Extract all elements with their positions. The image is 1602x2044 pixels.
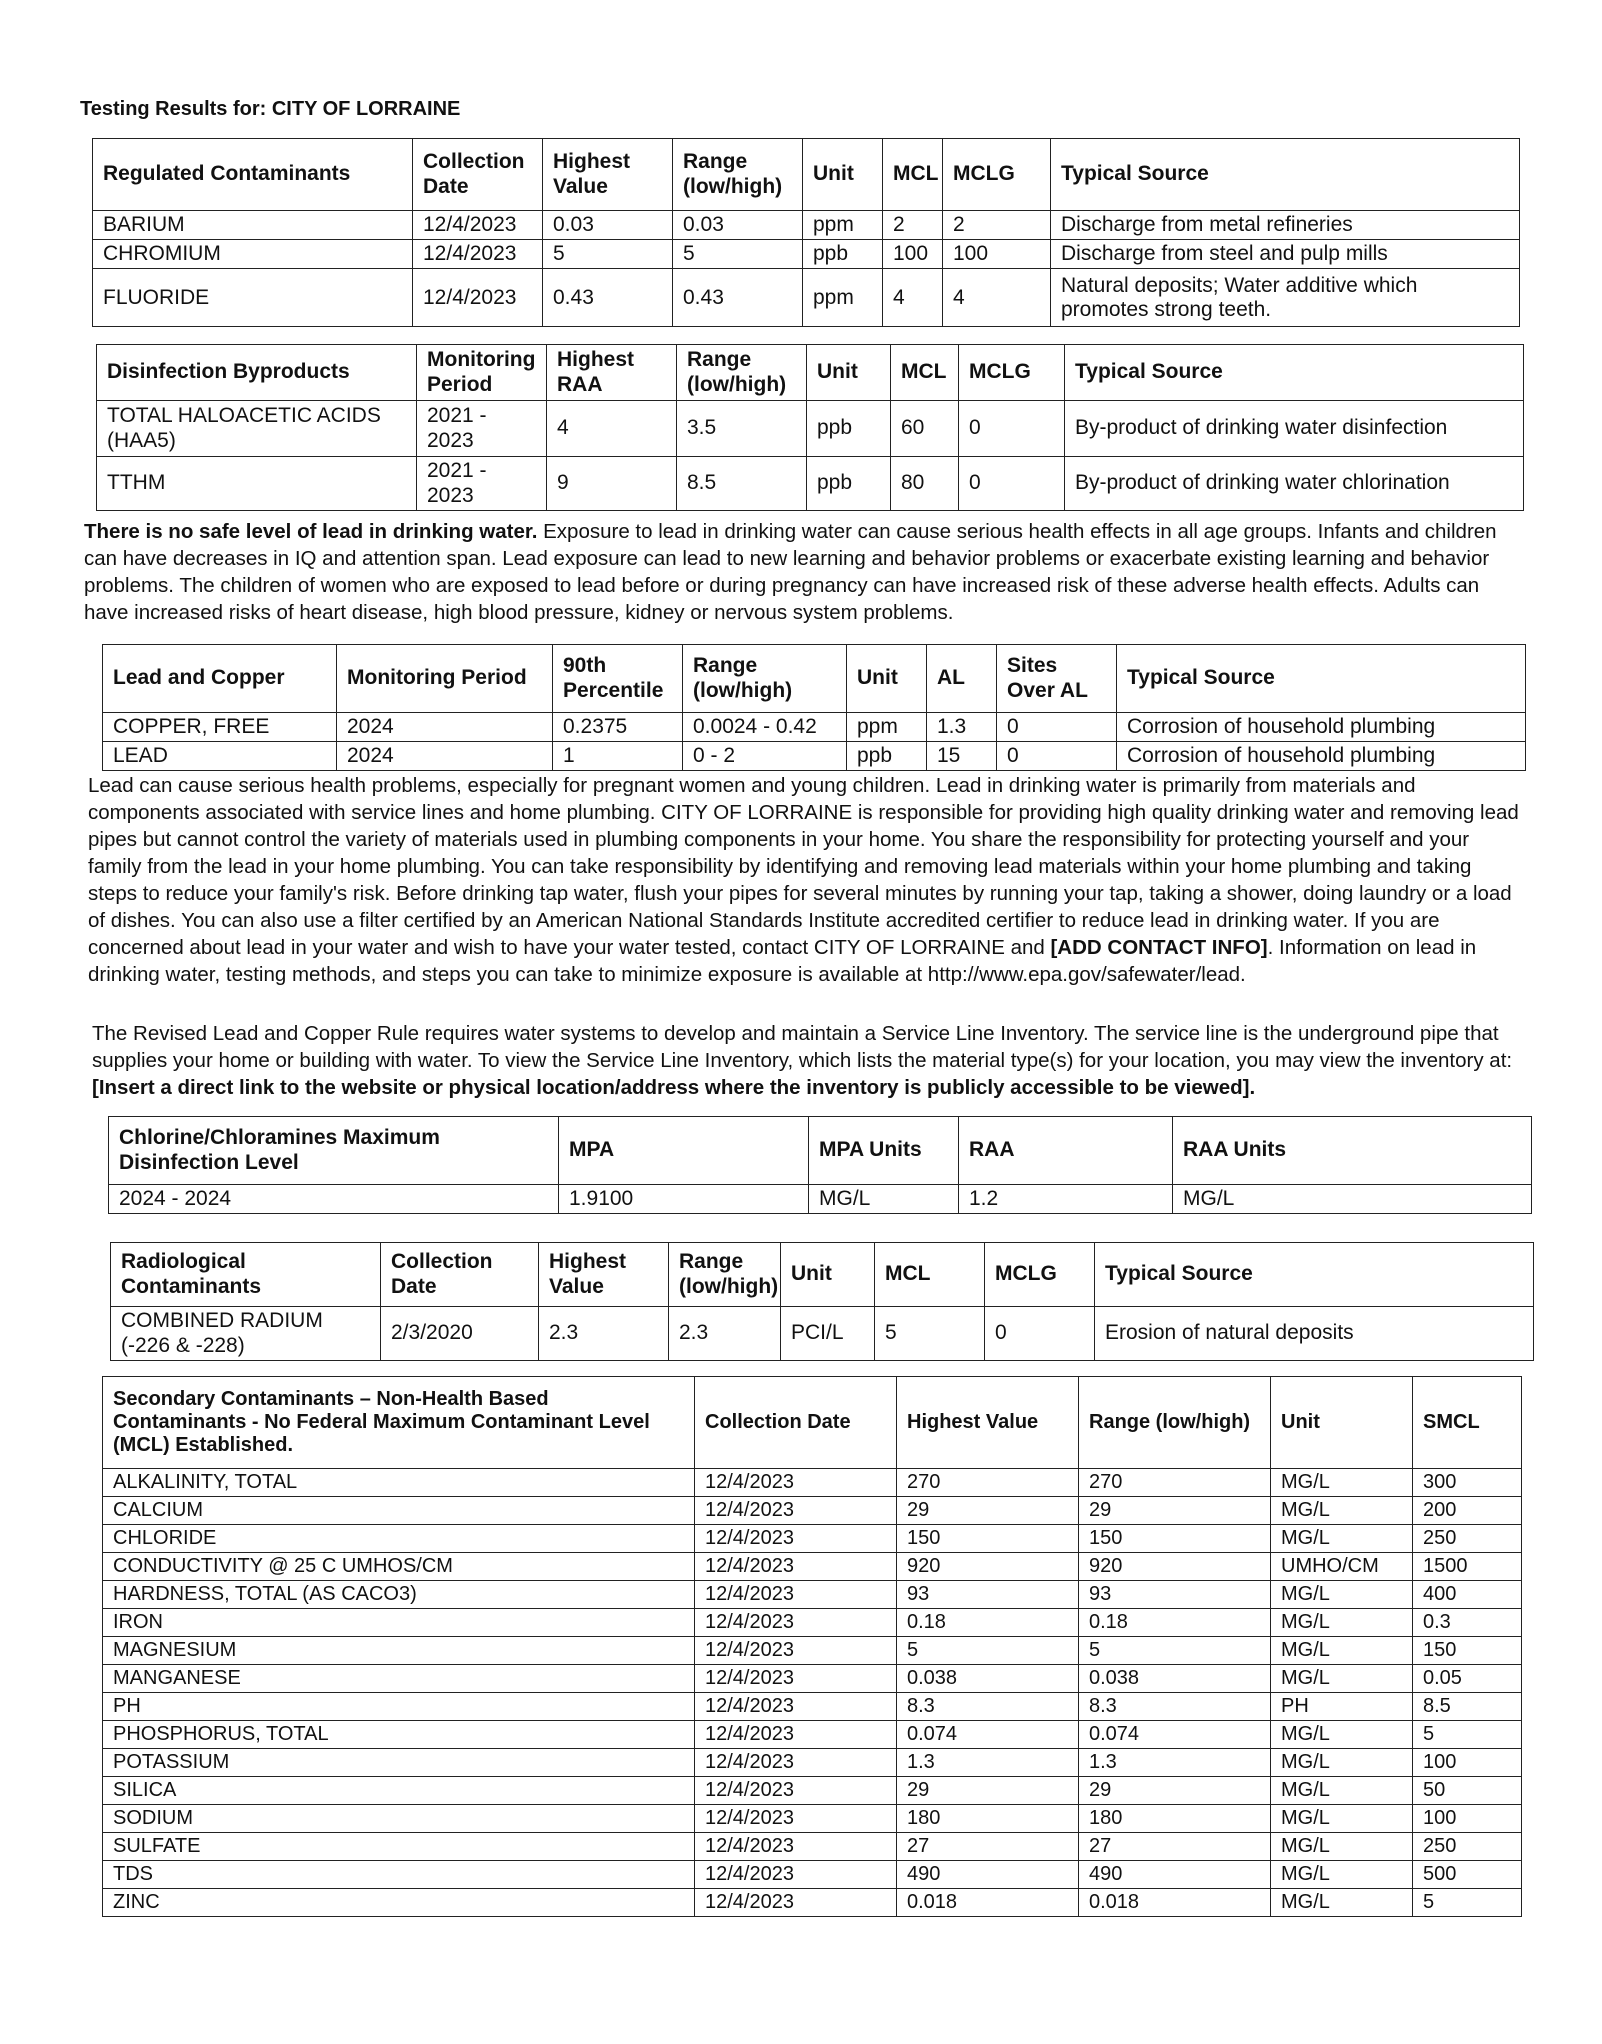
radiological-table (110, 1242, 1534, 1361)
cell-collection-date: 12/4/2023 (695, 1665, 897, 1693)
header-range: Range (low/high) (1079, 1377, 1271, 1469)
table-row (111, 1307, 1534, 1361)
cell-monitoring-period: 2024 (337, 713, 553, 742)
cell-smcl: 0.05 (1413, 1665, 1522, 1693)
header-mpa: MPA (559, 1117, 809, 1185)
cell-collection-date: 12/4/2023 (695, 1553, 897, 1581)
cell-range: 0.18 (1079, 1609, 1271, 1637)
cell-highest-value: 8.3 (897, 1693, 1079, 1721)
cell-contaminant: CHLORIDE (103, 1525, 695, 1553)
cell-unit: MG/L (1271, 1469, 1413, 1497)
cell-unit: MG/L (1271, 1805, 1413, 1833)
cell-sites-over-al: 0 (997, 713, 1117, 742)
cell-collection-date: 12/4/2023 (695, 1581, 897, 1609)
header-range: Range (low/high) (669, 1243, 781, 1307)
cell-smcl: 100 (1413, 1805, 1522, 1833)
cell-collection-date: 12/4/2023 (695, 1833, 897, 1861)
header-mcl: MCL (891, 345, 959, 401)
cell-highest-value: 0.038 (897, 1665, 1079, 1693)
table-row (103, 1525, 1522, 1553)
cell-range: 920 (1079, 1553, 1271, 1581)
service-line-paragraph (92, 1020, 1522, 1101)
header-unit: Unit (807, 345, 891, 401)
table-row (103, 742, 1526, 771)
table-row (103, 1749, 1522, 1777)
cell-mclg: 4 (943, 269, 1051, 327)
table-row (103, 1497, 1522, 1525)
cell-typical-source: Discharge from metal refineries (1051, 211, 1520, 240)
cell-collection-date: 12/4/2023 (695, 1637, 897, 1665)
cell-collection-date: 12/4/2023 (695, 1749, 897, 1777)
table-row (103, 1833, 1522, 1861)
cell-unit: PCI/L (781, 1307, 875, 1361)
cell-unit: MG/L (1271, 1665, 1413, 1693)
cell-typical-source: By-product of drinking water chlorination (1065, 457, 1524, 511)
cell-contaminant: COPPER, FREE (103, 713, 337, 742)
cell-mclg: 100 (943, 240, 1051, 269)
cell-monitoring-period: 2024 (337, 742, 553, 771)
cell-range: 0.0024 - 0.42 (683, 713, 847, 742)
cell-highest-value: 29 (897, 1777, 1079, 1805)
cell-unit: MG/L (1271, 1581, 1413, 1609)
cell-highest-value: 1.3 (897, 1749, 1079, 1777)
cell-collection-date: 12/4/2023 (695, 1525, 897, 1553)
cell-percentile-90th: 0.2375 (553, 713, 683, 742)
cell-unit: ppb (807, 401, 891, 457)
cell-highest-value: 0.03 (543, 211, 673, 240)
cell-collection-date: 12/4/2023 (695, 1497, 897, 1525)
table-row (103, 1777, 1522, 1805)
cell-range: 0 - 2 (683, 742, 847, 771)
header-highest-value: Highest Value (539, 1243, 669, 1307)
cell-range: 0.074 (1079, 1721, 1271, 1749)
cell-contaminant: LEAD (103, 742, 337, 771)
header-mclg: MCLG (959, 345, 1065, 401)
cell-range: 1.3 (1079, 1749, 1271, 1777)
table-row (109, 1185, 1532, 1214)
cell-contaminant: ALKALINITY, TOTAL (103, 1469, 695, 1497)
cell-collection-date: 12/4/2023 (695, 1609, 897, 1637)
cell-collection-date: 12/4/2023 (695, 1721, 897, 1749)
lead-warning-text: Exposure to lead in drinking water can cause serious health effects in all age groups. Infants and children can have decreases in IQ and attention span. Lead exposure can lead to new learning and behavior problems or exacerbate existing learning and behavior problems. The children of women who are exposed to lead before or during pregnancy can have increased risk of these adverse health effects. Adults can have increased risks of heart disease, high blood pressure, kidney or nervous system problems. (84, 520, 1497, 624)
cell-range: 270 (1079, 1469, 1271, 1497)
header-unit: Unit (803, 139, 883, 211)
cell-mpa-units: MG/L (809, 1185, 959, 1214)
header-range: Range (low/high) (677, 345, 807, 401)
table-row (103, 1581, 1522, 1609)
cell-collection-date: 12/4/2023 (695, 1777, 897, 1805)
chlorine-table (108, 1116, 1532, 1214)
cell-unit: ppm (803, 269, 883, 327)
cell-sites-over-al: 0 (997, 742, 1117, 771)
cell-range: 0.43 (673, 269, 803, 327)
cell-range: 27 (1079, 1833, 1271, 1861)
cell-contaminant: CALCIUM (103, 1497, 695, 1525)
header-highest-value: Highest Value (897, 1377, 1079, 1469)
cell-range: 2.3 (669, 1307, 781, 1361)
secondary-contaminants-table (102, 1376, 1522, 1917)
cell-smcl: 250 (1413, 1525, 1522, 1553)
cell-contaminant: SODIUM (103, 1805, 695, 1833)
table-row (103, 1609, 1522, 1637)
cell-collection-date: 12/4/2023 (695, 1861, 897, 1889)
header-90th-percentile: 90th Percentile (553, 645, 683, 713)
cell-highest-value: 0.18 (897, 1609, 1079, 1637)
cell-raa: 1.2 (959, 1185, 1173, 1214)
service-line-text: The Revised Lead and Copper Rule requires water systems to develop and maintain a Service Line Inventory. The service line is the underground pipe that supplies your home or building with water. To view the Service Line Inventory, which lists the material type(s) for your location, you may view the inventory at: (92, 1022, 1513, 1072)
cell-highest-value: 0.018 (897, 1889, 1079, 1917)
cell-smcl: 250 (1413, 1833, 1522, 1861)
cell-unit: MG/L (1271, 1525, 1413, 1553)
cell-smcl: 5 (1413, 1889, 1522, 1917)
cell-al: 15 (927, 742, 997, 771)
cell-contaminant: ZINC (103, 1889, 695, 1917)
header-contaminant: Regulated Contaminants (93, 139, 413, 211)
header-disinfection-level: Chlorine/Chloramines Maximum Disinfection Level (109, 1117, 559, 1185)
cell-smcl: 0.3 (1413, 1609, 1522, 1637)
header-mpa-units: MPA Units (809, 1117, 959, 1185)
cell-collection-date: 12/4/2023 (695, 1693, 897, 1721)
cell-collection-date: 12/4/2023 (413, 269, 543, 327)
cell-unit: MG/L (1271, 1497, 1413, 1525)
header-raa-units: RAA Units (1173, 1117, 1532, 1185)
header-collection-date: Collection Date (413, 139, 543, 211)
cell-range: 93 (1079, 1581, 1271, 1609)
cell-unit: ppm (803, 211, 883, 240)
table-row (103, 1721, 1522, 1749)
header-range: Range (low/high) (683, 645, 847, 713)
table-row (103, 1889, 1522, 1917)
header-mcl: MCL (883, 139, 943, 211)
cell-raa-units: MG/L (1173, 1185, 1532, 1214)
cell-highest-value: 0.074 (897, 1721, 1079, 1749)
cell-highest-value: 5 (897, 1637, 1079, 1665)
header-unit: Unit (847, 645, 927, 713)
header-typical-source: Typical Source (1117, 645, 1526, 713)
cell-highest-value: 150 (897, 1525, 1079, 1553)
cell-smcl: 50 (1413, 1777, 1522, 1805)
cell-period: 2024 - 2024 (109, 1185, 559, 1214)
cell-mclg: 0 (959, 401, 1065, 457)
cell-mcl: 100 (883, 240, 943, 269)
cell-contaminant: COMBINED RADIUM (-226 & -228) (111, 1307, 381, 1361)
header-mclg: MCLG (985, 1243, 1095, 1307)
cell-collection-date: 12/4/2023 (413, 211, 543, 240)
cell-highest-raa: 9 (547, 457, 677, 511)
cell-highest-value: 180 (897, 1805, 1079, 1833)
disinfection-byproducts-table (96, 344, 1524, 511)
cell-unit: MG/L (1271, 1637, 1413, 1665)
cell-highest-value: 0.43 (543, 269, 673, 327)
cell-smcl: 200 (1413, 1497, 1522, 1525)
header-unit: Unit (781, 1243, 875, 1307)
cell-collection-date: 12/4/2023 (695, 1469, 897, 1497)
cell-unit: MG/L (1271, 1609, 1413, 1637)
cell-highest-raa: 4 (547, 401, 677, 457)
cell-typical-source: Corrosion of household plumbing (1117, 713, 1526, 742)
cell-unit: MG/L (1271, 1749, 1413, 1777)
table-row (93, 240, 1520, 269)
cell-contaminant: CONDUCTIVITY @ 25 C UMHOS/CM (103, 1553, 695, 1581)
cell-contaminant: SULFATE (103, 1833, 695, 1861)
lead-info-paragraph (88, 772, 1520, 988)
cell-range: 150 (1079, 1525, 1271, 1553)
cell-range: 8.5 (677, 457, 807, 511)
cell-highest-value: 490 (897, 1861, 1079, 1889)
cell-unit: PH (1271, 1693, 1413, 1721)
cell-range: 8.3 (1079, 1693, 1271, 1721)
header-range: Range (low/high) (673, 139, 803, 211)
header-typical-source: Typical Source (1051, 139, 1520, 211)
lead-info-text: Lead can cause serious health problems, especially for pregnant women and young children. Lead in drinking water is primarily from materials and components associated with service lines and home plumbing. CITY OF LORRAINE is responsible for providing high quality drinking water and removing lead pipes but cannot control the variety of materials used in plumbing components in your home. You share the responsibility for protecting yourself and your family from the lead in your home plumbing. You can take responsibility by identifying and removing lead materials within your home plumbing and taking steps to reduce your family's risk. Before drinking tap water, flush your pipes for several minutes by running your tap, taking a shower, doing laundry or a load of dishes. You can also use a filter certified by an American National Standards Institute accredited certifier to reduce lead in drinking water. If you are concerned about lead in your water and wish to have your water tested, contact CITY OF LORRAINE and (88, 774, 1519, 959)
cell-contaminant: TOTAL HALOACETIC ACIDS (HAA5) (97, 401, 417, 457)
cell-range: 0.03 (673, 211, 803, 240)
cell-unit: MG/L (1271, 1721, 1413, 1749)
cell-contaminant: IRON (103, 1609, 695, 1637)
cell-typical-source: Natural deposits; Water additive which promotes strong teeth. (1051, 269, 1520, 327)
header-collection-date: Collection Date (381, 1243, 539, 1307)
cell-smcl: 100 (1413, 1749, 1522, 1777)
cell-contaminant: HARDNESS, TOTAL (AS CACO3) (103, 1581, 695, 1609)
cell-monitoring-period: 2021 - 2023 (417, 401, 547, 457)
cell-highest-value: 2.3 (539, 1307, 669, 1361)
header-lead-copper: Lead and Copper (103, 645, 337, 713)
cell-mpa: 1.9100 (559, 1185, 809, 1214)
cell-mcl: 5 (875, 1307, 985, 1361)
cell-contaminant: MANGANESE (103, 1665, 695, 1693)
table-row (103, 1693, 1522, 1721)
cell-smcl: 150 (1413, 1637, 1522, 1665)
cell-highest-value: 29 (897, 1497, 1079, 1525)
table-row (97, 457, 1524, 511)
cell-mcl: 60 (891, 401, 959, 457)
cell-range: 5 (1079, 1637, 1271, 1665)
cell-range: 5 (673, 240, 803, 269)
header-contaminant: Radiological Contaminants (111, 1243, 381, 1307)
header-mclg: MCLG (943, 139, 1051, 211)
cell-highest-value: 5 (543, 240, 673, 269)
cell-range: 490 (1079, 1861, 1271, 1889)
cell-contaminant: SILICA (103, 1777, 695, 1805)
table-row (103, 1469, 1522, 1497)
table-row (103, 1861, 1522, 1889)
cell-collection-date: 12/4/2023 (695, 1889, 897, 1917)
header-highest-value: Highest Value (543, 139, 673, 211)
contact-info-placeholder: [ADD CONTACT INFO] (1050, 936, 1268, 959)
cell-mclg: 0 (985, 1307, 1095, 1361)
lead-info-text-end: . Information on lead in drinking water, testing methods, and steps you can take to minimize exposure is available at http://www.epa.gov/safewater/lead. (88, 936, 1477, 986)
cell-unit: MG/L (1271, 1833, 1413, 1861)
lead-warning-bold: There is no safe level of lead in drinking water. (84, 520, 538, 543)
cell-smcl: 400 (1413, 1581, 1522, 1609)
header-smcl: SMCL (1413, 1377, 1522, 1469)
cell-mcl: 80 (891, 457, 959, 511)
table-row (103, 713, 1526, 742)
cell-contaminant: POTASSIUM (103, 1749, 695, 1777)
cell-monitoring-period: 2021 - 2023 (417, 457, 547, 511)
cell-highest-value: 27 (897, 1833, 1079, 1861)
cell-range: 29 (1079, 1777, 1271, 1805)
cell-range: 180 (1079, 1805, 1271, 1833)
header-monitoring-period: Monitoring Period (417, 345, 547, 401)
cell-collection-date: 2/3/2020 (381, 1307, 539, 1361)
cell-contaminant: MAGNESIUM (103, 1637, 695, 1665)
header-raa: RAA (959, 1117, 1173, 1185)
cell-contaminant: PH (103, 1693, 695, 1721)
header-sites-over-al: Sites Over AL (997, 645, 1117, 713)
table-row (103, 1637, 1522, 1665)
cell-contaminant: TTHM (97, 457, 417, 511)
regulated-contaminants-table (92, 138, 1520, 327)
cell-highest-value: 93 (897, 1581, 1079, 1609)
header-typical-source: Typical Source (1065, 345, 1524, 401)
page-title: Testing Results for: CITY OF LORRAINE (80, 98, 461, 120)
cell-unit: ppb (847, 742, 927, 771)
cell-mcl: 2 (883, 211, 943, 240)
cell-mclg: 0 (959, 457, 1065, 511)
cell-typical-source: Discharge from steel and pulp mills (1051, 240, 1520, 269)
cell-smcl: 300 (1413, 1469, 1522, 1497)
cell-unit: ppb (803, 240, 883, 269)
table-row (93, 211, 1520, 240)
cell-range: 0.018 (1079, 1889, 1271, 1917)
cell-mcl: 4 (883, 269, 943, 327)
cell-contaminant: TDS (103, 1861, 695, 1889)
cell-mclg: 2 (943, 211, 1051, 240)
cell-range: 0.038 (1079, 1665, 1271, 1693)
cell-contaminant: FLUORIDE (93, 269, 413, 327)
cell-contaminant: BARIUM (93, 211, 413, 240)
cell-highest-value: 920 (897, 1553, 1079, 1581)
cell-percentile-90th: 1 (553, 742, 683, 771)
cell-smcl: 500 (1413, 1861, 1522, 1889)
cell-unit: MG/L (1271, 1889, 1413, 1917)
cell-range: 29 (1079, 1497, 1271, 1525)
cell-unit: MG/L (1271, 1777, 1413, 1805)
cell-collection-date: 12/4/2023 (413, 240, 543, 269)
table-row (103, 1665, 1522, 1693)
header-typical-source: Typical Source (1095, 1243, 1534, 1307)
cell-typical-source: By-product of drinking water disinfection (1065, 401, 1524, 457)
table-row (97, 401, 1524, 457)
cell-typical-source: Corrosion of household plumbing (1117, 742, 1526, 771)
cell-unit: MG/L (1271, 1861, 1413, 1889)
header-contaminant: Disinfection Byproducts (97, 345, 417, 401)
header-al: AL (927, 645, 997, 713)
cell-collection-date: 12/4/2023 (695, 1805, 897, 1833)
inventory-link-placeholder: [Insert a direct link to the website or physical location/address where the inventory is publicly accessible to be viewed]. (92, 1076, 1256, 1099)
cell-smcl: 8.5 (1413, 1693, 1522, 1721)
table-row (103, 1805, 1522, 1833)
header-unit: Unit (1271, 1377, 1413, 1469)
cell-typical-source: Erosion of natural deposits (1095, 1307, 1534, 1361)
cell-unit: ppm (847, 713, 927, 742)
cell-al: 1.3 (927, 713, 997, 742)
cell-smcl: 1500 (1413, 1553, 1522, 1581)
cell-smcl: 5 (1413, 1721, 1522, 1749)
header-mcl: MCL (875, 1243, 985, 1307)
cell-unit: UMHO/CM (1271, 1553, 1413, 1581)
table-row (103, 1553, 1522, 1581)
header-secondary-contaminant: Secondary Contaminants – Non-Health Based Contaminants - No Federal Maximum Contaminant Level (MCL) Established. (103, 1377, 695, 1469)
cell-range: 3.5 (677, 401, 807, 457)
cell-contaminant: CHROMIUM (93, 240, 413, 269)
lead-copper-table (102, 644, 1526, 771)
header-highest-raa: Highest RAA (547, 345, 677, 401)
table-row (93, 269, 1520, 327)
cell-unit: ppb (807, 457, 891, 511)
header-monitoring-period: Monitoring Period (337, 645, 553, 713)
lead-health-paragraph (84, 518, 1520, 626)
cell-contaminant: PHOSPHORUS, TOTAL (103, 1721, 695, 1749)
header-collection-date: Collection Date (695, 1377, 897, 1469)
cell-highest-value: 270 (897, 1469, 1079, 1497)
